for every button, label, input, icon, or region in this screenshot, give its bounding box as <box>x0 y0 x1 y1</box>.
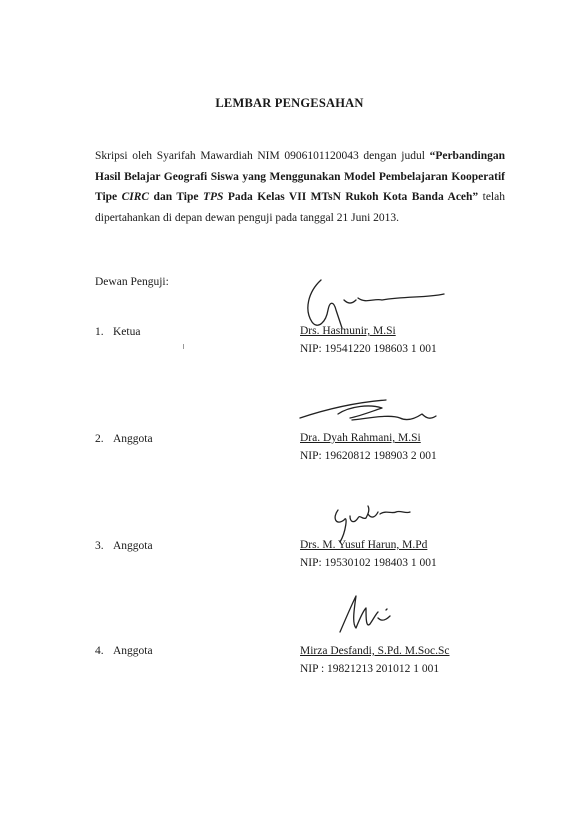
examiner-2-nip: NIP: 19620812 198903 2 001 <box>300 450 437 462</box>
examiner-1-nip: NIP: 19541220 198603 1 001 <box>300 343 437 355</box>
examiner-1-number: 1. <box>95 326 104 338</box>
examiner-2-role <box>95 433 153 445</box>
thesis-title-part3: Pada Kelas VII MTsN Rukoh Kota Banda Aceh” <box>223 191 479 203</box>
signature-1 <box>296 270 456 350</box>
intro-paragraph <box>95 146 505 228</box>
examiner-3-nip: NIP: 19530102 198403 1 001 <box>300 557 437 569</box>
examiner-4-role-label: Anggota <box>113 645 153 657</box>
dewan-penguji-label: Dewan Penguji: <box>95 276 169 288</box>
signature-4 <box>330 588 410 648</box>
examiner-1-role <box>95 326 140 338</box>
examiner-1-name: Drs. Hasmunir, M.Si <box>300 325 396 337</box>
examiner-4-name: Mirza Desfandi, S.Pd. M.Soc.Sc <box>300 645 450 657</box>
thesis-title-tps: TPS <box>202 191 224 203</box>
intro-text-start: Skripsi oleh Syarifah Mawardiah NIM 0906101120043 dengan judul <box>95 150 430 162</box>
thesis-title-circ: CIRC <box>121 191 150 203</box>
examiner-3-role <box>95 540 153 552</box>
examiner-4-role <box>95 645 153 657</box>
examiner-4-nip: NIP : 19821213 201012 1 001 <box>300 663 440 675</box>
thesis-title-part1: “Perbandingan Hasil Belajar Geografi Siswa yang Menggunakan Model Pembelajaran Kooperatif Tipe <box>95 150 505 203</box>
examiner-4-number: 4. <box>95 645 104 657</box>
examiner-3-name: Drs. M. Yusuf Harun, M.Pd <box>300 539 428 551</box>
signature-2 <box>290 388 450 438</box>
thesis-title-part2: dan Tipe <box>149 191 203 203</box>
examiner-2-number: 2. <box>95 433 104 445</box>
examiner-1-role-label: Ketua <box>113 326 141 338</box>
examiner-2-role-label: Anggota <box>113 433 153 445</box>
page-title: LEMBAR PENGESAHAN <box>215 96 364 110</box>
intro-text-end: telah dipertahankan di depan dewan penguji pada tanggal 21 Juni 2013. <box>95 191 505 224</box>
examiner-3-role-label: Anggota <box>113 540 153 552</box>
scan-speck <box>183 344 184 349</box>
examiner-3-number: 3. <box>95 540 104 552</box>
examiner-2-name: Dra. Dyah Rahmani, M.Si <box>300 432 421 444</box>
